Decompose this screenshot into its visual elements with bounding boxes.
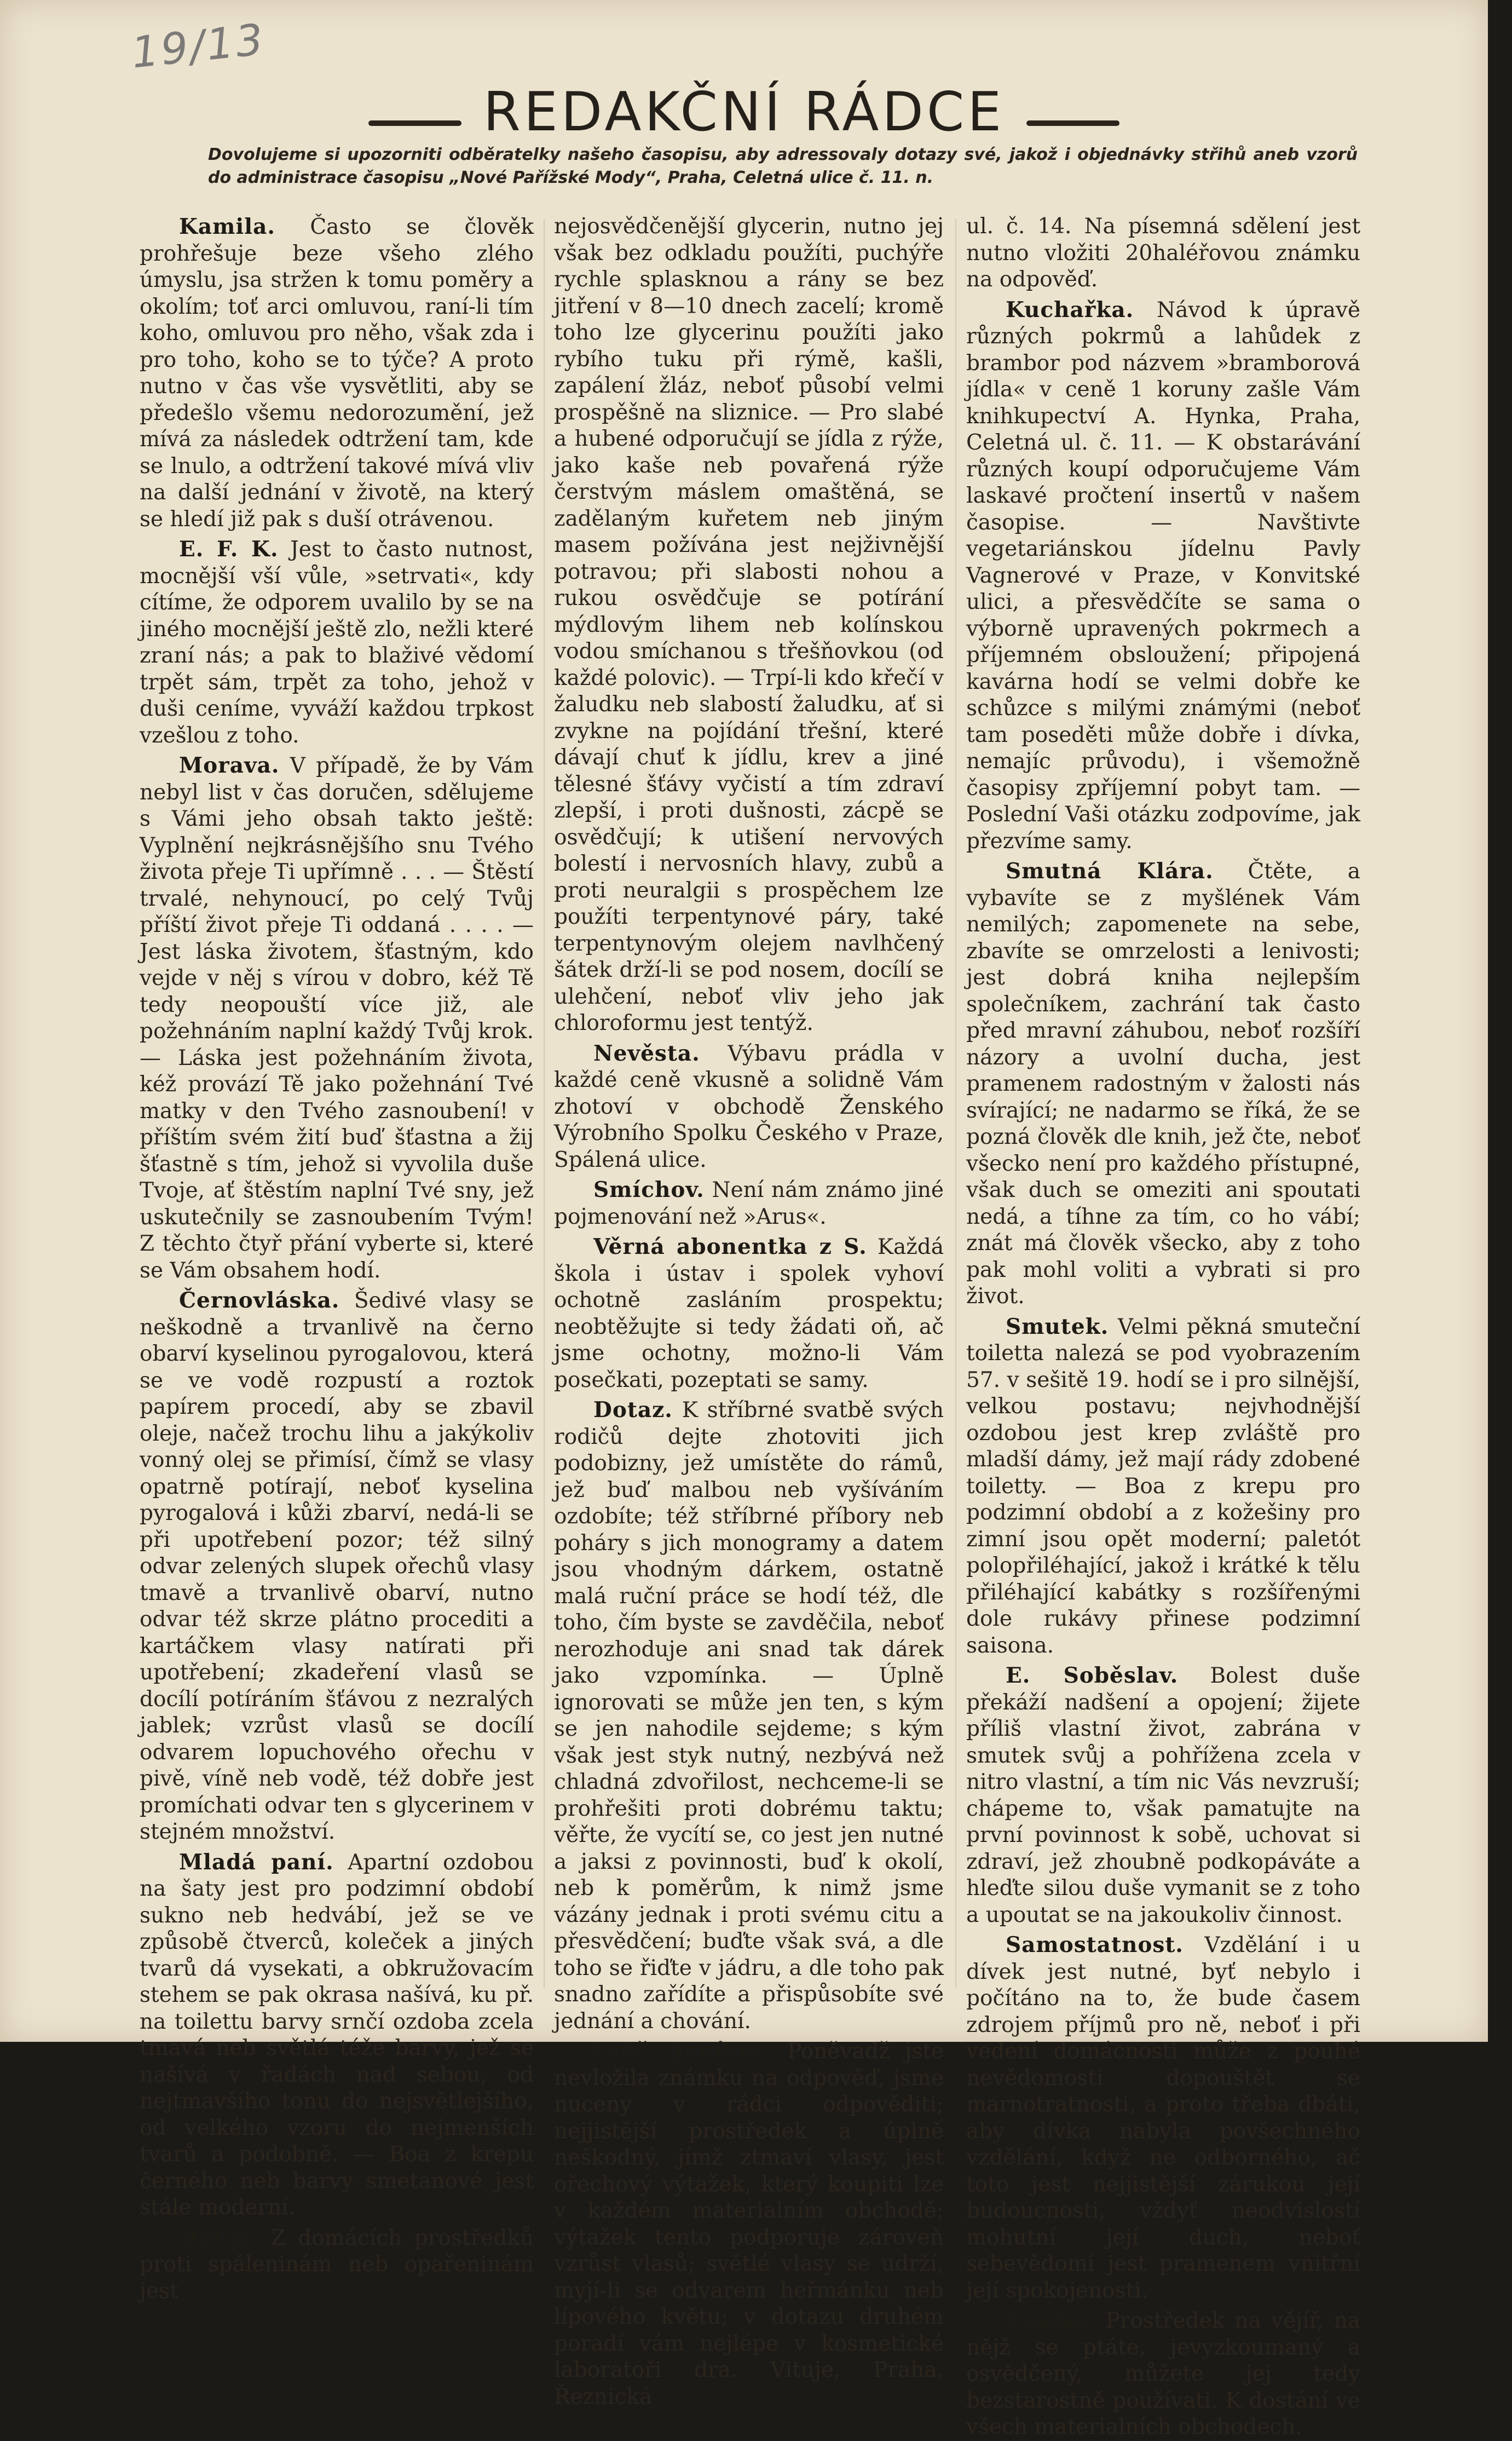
reply-text: Jest to často nutnost, mocnější vší vůle, »setrvati«, kdy cítíme, že odporem uvalilo by se na jiného mocnější ještě zlo, nežli které zraní nás; a pak to blaživé vědomí trpět sám, trpět za toho, jehož v duši ceníme, vyváží každou trpkost vzešlou z toho. — [140, 537, 534, 748]
column-1 — [140, 214, 534, 2304]
reply-entry — [554, 1177, 944, 1230]
subscriber-notice: Dovolujeme si upozorniti odběratelky našeho časopisu, aby adressovaly dotazy své, jakož i objednávky střihů aneb vzorů do administrace časopisu „Nové Pařížské Mody“, Praha, Celetná ulice č. 11. n. — [208, 145, 1358, 187]
reply-addressee: Černovláska. — [179, 1288, 340, 1313]
reply-text: Poněvadž jste nevložila známku na odpověď, jsme nuceny v rádci odpověditi; nejjistější prostředek a úplně neškodný, jímž ztmaví vlasy, jest ořechový výtažek, který koupiti lze v každém materialním obchodě; výtažek tento podporuje zároveň vzrůst vlasů; světlé vlasy se udrží, myjí-li se odvarem heřmánku neb lípového květu; v dotazu druhém poradí vám nejlépe v kosmetické laboratoři dra. Vituje, Praha, Řeznická — [554, 2039, 944, 2409]
column-divider — [544, 219, 545, 1988]
reply-addressee: Louisa. — [1006, 2308, 1096, 2333]
reply-addressee: E. Soběslav. — [1006, 1663, 1179, 1688]
reply-text: Výbavu prádla v každé ceně vkusně a solidně Vám zhotoví v obchodě Ženského Výrobního Spolku Českého v Praze, Spálená ulice. — [554, 1041, 944, 1172]
reply-addressee: Morava. — [179, 753, 280, 778]
reply-addressee: Smíchov. — [593, 1177, 705, 1202]
reply-entry — [554, 2038, 944, 2410]
reply-addressee: Smutek. — [1006, 1314, 1109, 1339]
reply-text: Velmi pěkná smuteční toiletta nalezá se pod vyobrazením 57. v sešitě 19. hodí se i pro silnější, velkou postavu; nejvhodnější ozdobou jest krep zvláště pro mladší dámy, jež mají rády zdobené toiletty. — Boa z krepu pro podzimní období a z kožešiny pro zimní jsou opět moderní; paletót polopřiléhající, jakož i krátké k tělu přiléhající kabátky s rozšířenými dole rukávy přinese podzimní saisona. — [966, 1314, 1361, 1658]
reply-text: Není nám známo jiné pojmenování než »Arus«. — [554, 1178, 944, 1229]
reply-entry — [140, 1849, 534, 2221]
reply-entry — [966, 1662, 1360, 1928]
reply-entry — [966, 214, 1360, 293]
reply-entry — [554, 1040, 944, 1174]
reply-addressee: Kuchařka. — [1006, 297, 1134, 323]
reply-text: Každá škola i ústav i spolek vyhoví ochotně zasláním prospektu; neobtěžujte si tedy žádati oň, ač jsme ochotny, možno-li Vám posečkati, pozeptati se samy. — [554, 1235, 944, 1392]
column-2 — [554, 214, 944, 2409]
reply-addressee: Smutná Klára. — [1006, 859, 1214, 884]
reply-entry — [140, 752, 534, 1284]
reply-addressee: E. F. K. — [179, 537, 279, 562]
section-header — [0, 71, 1488, 153]
reply-entry — [140, 2225, 534, 2305]
reply-entry — [966, 858, 1360, 1310]
reply-entry — [966, 1314, 1360, 1660]
reply-entry — [140, 536, 534, 749]
reply-addressee: Golč. Jeníkov. — [593, 2039, 772, 2064]
reply-text: Bolest duše překáží nadšení a opojení; žijete příliš vlastní život, zabrána v smutek svůj a pohřížena zcela v nitro vlastní, a tím nic Vás nevzruší; chápeme to, však pamatujte na první povinnost k sobě, uchovat si zdraví, jež zhoubně podkopáváte a hleďte silou duše vymanit se z toho a upoutat se na jakoukoliv činnost. — [966, 1663, 1360, 1927]
reply-text: K stříbrné svatbě svých rodičů dejte zhotoviti jich podobizny, jež umístěte do rámů, jež buď malbou neb vyšíváním ozdobíte; též stříbrné příbory neb poháry s jich monogramy a datem jsou vhodným dárkem, ostatně malá ruční práce se hodí též, dle toho, čím byste se zavděčila, neboť nerozhoduje ani snad tak dárek jako vzpomínka. — Úplně ignorovati se může jen ten, s kým se jen nahodile sejdeme; s kým však jest styk nutný, nezbývá než chladná zdvořilost, nechceme-li se prohřešiti proti dobrému taktu; věřte, že vycítí se, co jest jen nutné a jaksi z povinnosti, buď k okolí, neb k poměrům, k nimž jsme vázány jednak i proti svému citu a přesvědčení; buďte však svá, a dle toho se řiďte v jádru, a dle toho pak snadno zařídíte a přispůsobíte své jednání a chování. — [554, 1398, 944, 2034]
reply-text: nejosvědčenější glycerin, nutno jej však bez odkladu použíti, puchýře rychle splasknou a rány se bez jitření v 8—10 dnech zacelí; kromě toho lze glycerinu použíti jako rybího tuku při rýmě, kašli, zapálení žláz, neboť působí velmi prospěšně na sliznice. — Pro slabé a hubené odporučují se jídla z rýže, jako kaše neb povařená rýže čerstvým máslem omaštěná, se zadělaným kuřetem neb jiným masem požívána jest nejživnější potravou; při slabosti nohou a rukou osvědčuje se potírání mýdlovým lihem neb kolínskou vodou smíchanou s třešňovkou (od každé polovic). — Trpí-li kdo křečí v žaludku neb slabostí žaludku, ať si zvykne na pojídání třešní, které dávají chuť k jídlu, krev a jiné tělesné šťávy vyčistí a tím zdraví zlepší, i proti dušnosti, zácpě se osvědčují; k utišení nervových bolestí i nervosních hlavy, zubů a proti neuralgii s prospěchem lze použíti terpentynové páry, také terpentynovým olejem navlhčený šátek drží-li se pod nosem, docílí se ulehčení, neboť vliv jeho jak chloroformu jest tentýž. — [554, 214, 944, 1035]
reply-addressee: Nevěsta. — [593, 1040, 700, 1066]
reply-addressee: Samostatnost. — [1006, 1932, 1184, 1958]
reply-text: Šedivé vlasy se neškodně a trvanlivě na černo obarví kyselinou pyrogalovou, která se ve vodě rozpustí a roztok papírem procedí, aby se zbavil oleje, načež trochu lihu a jakýkoliv vonný olej se přimísí, čímž se vlasy opatrně potírají, neboť kyselina pyrogalová i kůži zbarví, nedá-li se při upotřebení pozor; též silný odvar zelených slupek ořechů vlasy tmavě a trvanlivě obarví, nutno odvar též skrze plátno procediti a kartáčkem vlasy natírati při upotřebení; zkadeření vlasů se docílí potíráním šťávou z nezralých jablek; vzrůst vlasů se docílí odvarem lopuchového ořechu v pivě, víně neb vodě, též dobře jest promíchati odvar ten s glycerinem v stejném množství. — [140, 1288, 534, 1844]
reply-entry — [140, 214, 534, 533]
column-3 — [966, 214, 1361, 2439]
reply-entry — [966, 297, 1360, 855]
reply-text: Apartní ozdobou na šaty jest pro podzimní období sukno neb hedvábí, jež se ve způsobě čtverců, koleček a jiných tvarů dá vysekati, a obkružovacím stehem se pak okrasa našívá, ku př. na toilettu barvy srnčí ozdoba zcela tmavá neb světlá téže barvy, jež se našívá v řadách nad sebou, od nejtmavšího tonu do nejsvětlejšího, od velkého vzoru do nejmenších tvarů a podobně. — Boa z krepu černého neb barvy smetanové jest stále moderní. — [140, 1850, 534, 2220]
scan-edge — [1488, 0, 1512, 2042]
reply-text: ul. č. 14. Na písemná sdělení jest nutno vložiti 20haléřovou známku na odpověď. — [966, 214, 1360, 292]
title-rule-right — [1026, 120, 1119, 126]
reply-addressee: Věrná abonentka z S. — [593, 1234, 867, 1259]
reply-text: Čtěte, a vybavíte se z myšlének Vám nemilých; zapomenete na sebe, zbavíte se omrzelosti a lenivosti; jest dobrá kniha nejlepším společníkem, zachrání tak často před mravní záhubou, neboť rozšíří názory a uvolní ducha, jest pramenem radostným v žalosti nás svírající; ne nadarmo se říká, že se pozná člověk dle knih, jež čte, neboť všecko není pro každého přístupné, však duch se omeziti ani spoutati nedá, a tíhne za tím, co ho vábí; znát má člověk všecko, aby z toho pak mohl voliti a vybrati si pro život. — [966, 859, 1360, 1309]
reply-text: Z domácích prostředků proti spáleninám neb opařeninám jest — [140, 2225, 534, 2304]
reply-entry — [966, 2307, 1360, 2441]
reply-text: Vzdělání i u dívek jest nutné, byť nebylo i počítáno na to, že bude časem zdrojem příjmů pro ně, neboť i při vedení domácnosti může z pouhé nevědomosti dopouštět se marnotratnosti, a proto třeba dbáti, aby dívka nabyla povšechného vzdělání, když ne odborného, ač toto jest nejjistější zárukou její budoucnosti, vždyť neodvislostí mohutní její duch, neboť sebevědomí jest pramenem vnitřní její spokojenosti. — [966, 1933, 1360, 2303]
title-rule-left — [368, 120, 461, 126]
reply-addressee: Dotaz. — [593, 1397, 673, 1423]
reply-entry — [554, 1397, 944, 2035]
reply-entry — [140, 1287, 534, 1846]
reply-entry — [554, 214, 944, 1037]
reply-text: V případě, že by Vám nebyl list v čas doručen, sdělujeme s Vámi jeho obsah takto ještě: Vyplnění nejkrásnějšího snu Tvého života přeje Ti upřímně . . . — Štěstí trvalé, nehynoucí, po celý Tvůj příští život přeje Ti oddaná . . . . — Jest láska životem, šťastným, kdo vejde v něj s vírou v dobro, kéž Tě tedy neopouští více již, ale požehnáním naplní každý Tvůj krok. — Láska jest požehnáním života, kéž provází Tě jako požehnání Tvé matky v den Tvého zasnoubení! v příštím svém žití buď šťastna a žij šťastně s tím, jehož si vyvolila duše Tvoje, ať štěstím naplní Tvé sny, jež uskutečnily se zasnoubením Tvým! Z těchto čtyř přání vyberte si, které se Vám obsahem hodí. — [140, 753, 534, 1283]
reply-addressee: Dotaz. — [179, 2225, 258, 2250]
reply-entry — [554, 1234, 944, 1394]
reply-text: Návod k úpravě různých pokrmů a lahůdek z brambor pod názvem »bramborová jídla« v ceně 1 koruny zašle Vám knihkupectví A. Hynka, Praha, Celetná ul. č. 11. — K obstarávání různých koupí odporučujeme Vám laskavé pročtení insertů v našem časopise. — Navštivte vegetariánskou jídelnu Pavly Vagnerové v Praze, v Konvitské ulici, a přesvědčíte se sama o výborně upravených pokrmech a příjemném obsloužení; připojená kavárna hodí se velmi dobře ke schůzce s milými známými (neboť tam poseděti může dobře i dívka, nemajíc průvodu), i všemožně časopisy zpříjemní pobyt tam. — Poslední Vaši otázku zodpovíme, jak přezvíme samy. — [966, 297, 1360, 854]
reply-text: Prostředek na vějíř, na nějž se ptáte, jevyzkoumaný a osvědčený, můžete jej tedy bezstarostně používati. K dostání ve všech materialních obchodech. — [966, 2308, 1360, 2439]
reply-addressee: Mladá paní. — [179, 1849, 334, 1875]
reply-addressee: Kamila. — [179, 214, 275, 239]
section-title: REDAKČNÍ RÁDCE — [483, 81, 1005, 143]
reply-entry — [966, 1932, 1360, 2304]
reply-text: Často se člověk prohřešuje beze všeho zlého úmyslu, jsa stržen k tomu poměry a okolím; toť arci omluvou, raní-li tím koho, omluvou pro něho, však zda i pro toho, koho se to týče? A proto nutno v čas vše vysvětliti, aby se předešlo všemu nedorozumění, jež mívá za následek odtržení tam, kde se lnulo, a odtržení takové mívá vliv na další jednání v životě, na který se hledí již pak s duší otrávenou. — [140, 215, 534, 532]
column-divider — [955, 219, 956, 1988]
pencil-page-mark: 19/13 — [129, 15, 268, 78]
